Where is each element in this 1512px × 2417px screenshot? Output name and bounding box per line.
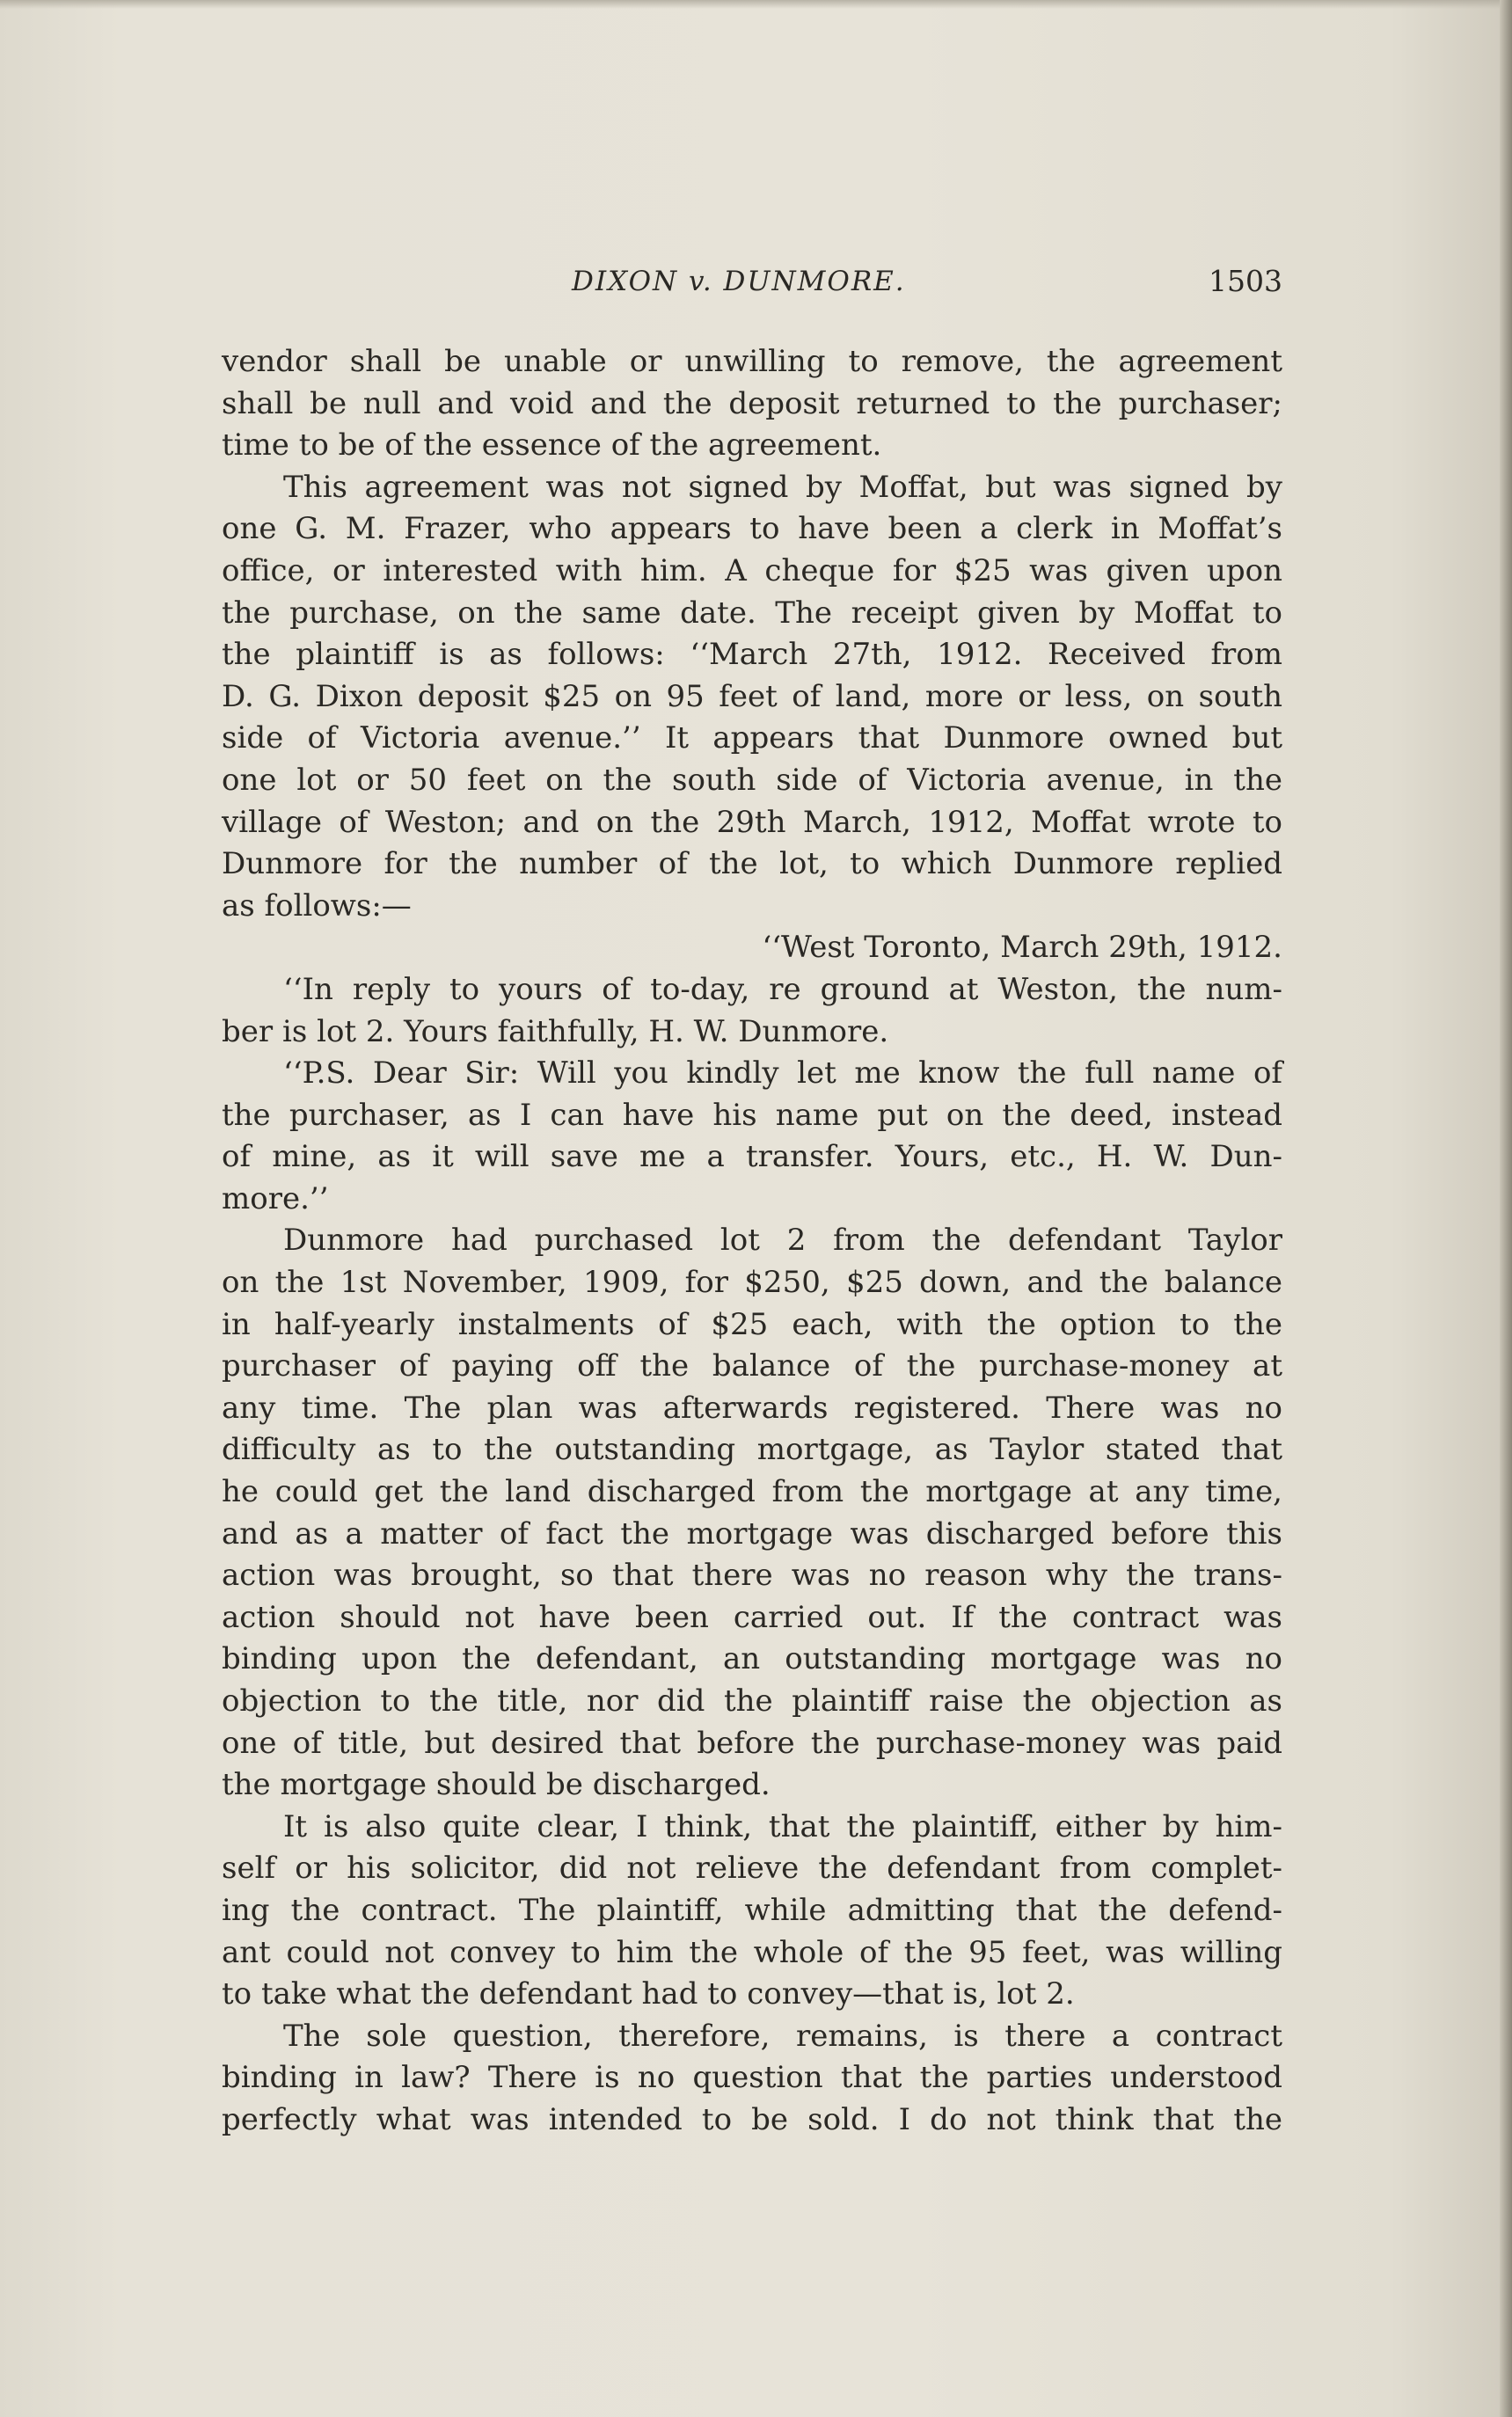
text-line: office, or interested with him. A cheque for $25 was given upon (222, 552, 1282, 588)
text-line: one lot or 50 feet on the south side of Victoria avenue, in the (222, 762, 1282, 798)
running-head: DIXON v. DUNMORE. (572, 266, 906, 297)
text-line: in half-yearly instalments of $25 each, with the option to the (222, 1306, 1282, 1342)
text-line: ant could not convey to him the whole of the 95 feet, was willing (222, 1934, 1282, 1970)
text-line: as follows:— (222, 887, 412, 924)
text-line: and as a matter of fact the mortgage was discharged before this (222, 1515, 1282, 1552)
text-line: of mine, as it will save me a transfer. Yours, etc., H. W. Dun- (222, 1139, 1282, 1175)
text-line: the purchaser, as I can have his name put on the deed, instead (222, 1097, 1282, 1133)
page-gutter-shadow (1500, 0, 1512, 2417)
text-line: the mortgage should be discharged. (222, 1767, 771, 1803)
text-line: the purchase, on the same date. The receipt given by Moffat to (222, 595, 1282, 631)
text-line: objection to the title, nor did the plaintiff raise the objection as (222, 1683, 1282, 1719)
text-line: any time. The plan was afterwards registered. There was no (222, 1390, 1282, 1426)
text-line: action should not have been carried out. If the contract was (222, 1599, 1282, 1635)
text-line: This agreement was not signed by Moffat, but was signed by (283, 469, 1282, 505)
text-line: he could get the land discharged from the mortgage at any time, (222, 1474, 1282, 1510)
text-line: The sole question, therefore, remains, is there a contract (283, 2018, 1282, 2054)
text-line: one G. M. Frazer, who appears to have been a clerk in Moffat’s (222, 511, 1282, 547)
text-line: Dunmore had purchased lot 2 from the defendant Taylor (283, 1223, 1282, 1259)
text-line: binding upon the defendant, an outstanding mortgage was no (222, 1641, 1282, 1677)
page-number: 1503 (1209, 264, 1282, 298)
page-top-edge (0, 0, 1512, 9)
text-line: It is also quite clear, I think, that the plaintiff, either by him- (283, 1808, 1282, 1844)
text-line: ‘‘P.S. Dear Sir: Will you kindly let me know the full name of (283, 1055, 1282, 1092)
text-line: self or his solicitor, did not relieve the defendant from complet- (222, 1851, 1282, 1887)
text-line: ber is lot 2. Yours faithfully, H. W. Dunmore. (222, 1013, 889, 1049)
page-header (222, 262, 1282, 306)
text-line: Dunmore for the number of the lot, to which Dunmore replied (222, 846, 1282, 882)
text-line: binding in law? There is no question that the parties understood (222, 2060, 1282, 2096)
text-line: to take what the defendant had to convey—that is, lot 2. (222, 1976, 1075, 2012)
text-line: on the 1st November, 1909, for $250, $25 down, and the balance (222, 1265, 1282, 1301)
text-line: shall be null and void and the deposit returned to the purchaser; (222, 385, 1282, 421)
text-line: time to be of the essence of the agreement. (222, 427, 882, 464)
text-line: the plaintiff is as follows: ‘‘March 27th, 1912. Received from (222, 637, 1282, 673)
text-line: more.’’ (222, 1180, 329, 1216)
text-line: purchaser of paying off the balance of the purchase-money at (222, 1348, 1282, 1384)
text-line: difficulty as to the outstanding mortgage, as Taylor stated that (222, 1432, 1282, 1468)
text-line: perfectly what was intended to be sold. I do not think that the (222, 2101, 1282, 2137)
text-line: one of title, but desired that before the purchase-money was paid (222, 1725, 1282, 1761)
text-line: D. G. Dixon deposit $25 on 95 feet of land, more or less, on south (222, 678, 1282, 714)
text-line: village of Weston; and on the 29th March, 1912, Moffat wrote to (222, 804, 1282, 840)
text-line: ‘‘In reply to yours of to-day, re ground at Weston, the num- (283, 971, 1282, 1007)
text-line: ing the contract. The plaintiff, while admitting that the defend- (222, 1892, 1282, 1928)
text-line: vendor shall be unable or unwilling to remove, the agreement (222, 344, 1282, 379)
text-line: action was brought, so that there was no reason why the trans- (222, 1558, 1282, 1594)
body-text (222, 341, 1282, 2142)
text-line: side of Victoria avenue.’’ It appears that Dunmore owned but (222, 720, 1282, 756)
letter-dateline: ‘‘West Toronto, March 29th, 1912. (762, 930, 1282, 966)
